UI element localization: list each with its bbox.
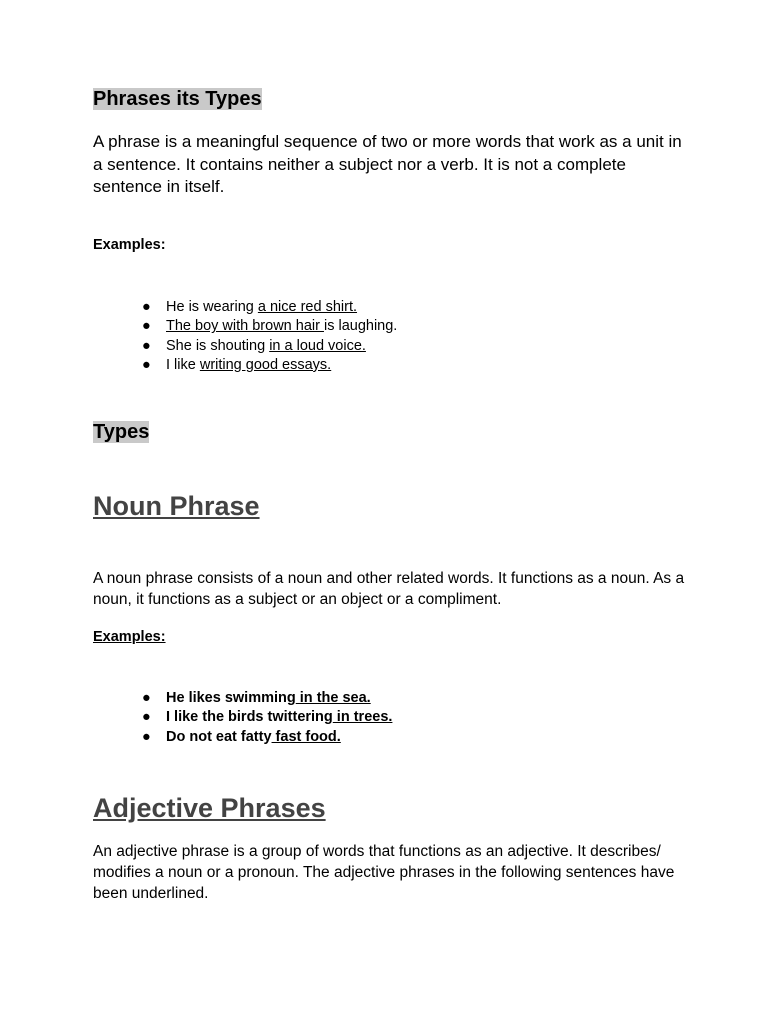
list-item: ● I like writing good essays. (140, 356, 397, 375)
adjective-phrases-heading: Adjective Phrases (93, 793, 326, 823)
bullet-icon: ● (142, 690, 151, 706)
list-item: ● She is shouting in a loud voice. (140, 337, 397, 356)
document-title-text: Phrases its Types (93, 88, 262, 110)
underlined-phrase: a nice red shirt. (257, 299, 358, 315)
examples-list (140, 298, 397, 375)
underlined-phrase: in trees. (332, 709, 393, 726)
bullet-icon: ● (142, 318, 151, 335)
list-item: ● Do not eat fatty fast food. (140, 728, 392, 747)
underlined-phrase: The boy with brown hair (166, 318, 324, 335)
noun-phrase-heading: Noun Phrase (93, 491, 260, 521)
noun-examples-list (140, 689, 392, 747)
list-item: ● He is wearing a nice red shirt. (140, 298, 397, 317)
underlined-phrase: fast food. (271, 728, 341, 745)
types-heading-text: Types (93, 421, 150, 443)
intro-paragraph: A phrase is a meaningful sequence of two or more words that work as a unit in a sentence. It contains neither a subject nor a verb. It is not a complete sentence in itself. (93, 132, 682, 196)
underlined-phrase: writing good essays. (199, 356, 332, 373)
list-item: ● I like the birds twittering in trees. (140, 708, 392, 727)
noun-phrase-description: A noun phrase consists of a noun and other related words. It functions as a noun. As a noun, it functions as a subject or an object or a compliment. (93, 570, 685, 608)
bullet-icon: ● (142, 337, 151, 354)
list-item: ● He likes swimming in the sea. (140, 689, 392, 708)
document-title (93, 87, 262, 111)
bullet-icon: ● (142, 709, 151, 726)
underlined-phrase: in the sea. (295, 690, 371, 706)
list-item: ● The boy with brown hair is laughing. (140, 317, 397, 336)
noun-examples-label: Examples: (93, 629, 166, 645)
bullet-icon: ● (142, 299, 151, 315)
types-heading (93, 420, 149, 444)
underlined-phrase: in a loud voice. (269, 337, 366, 354)
bullet-icon: ● (142, 728, 151, 745)
bullet-icon: ● (142, 356, 151, 373)
examples-label: Examples: (93, 237, 166, 253)
adjective-phrases-description: An adjective phrase is a group of words that functions as an adjective. It describes/ modifies a noun or a pronoun. The adjective phrases in the following sentences have been underlined. (93, 843, 675, 902)
